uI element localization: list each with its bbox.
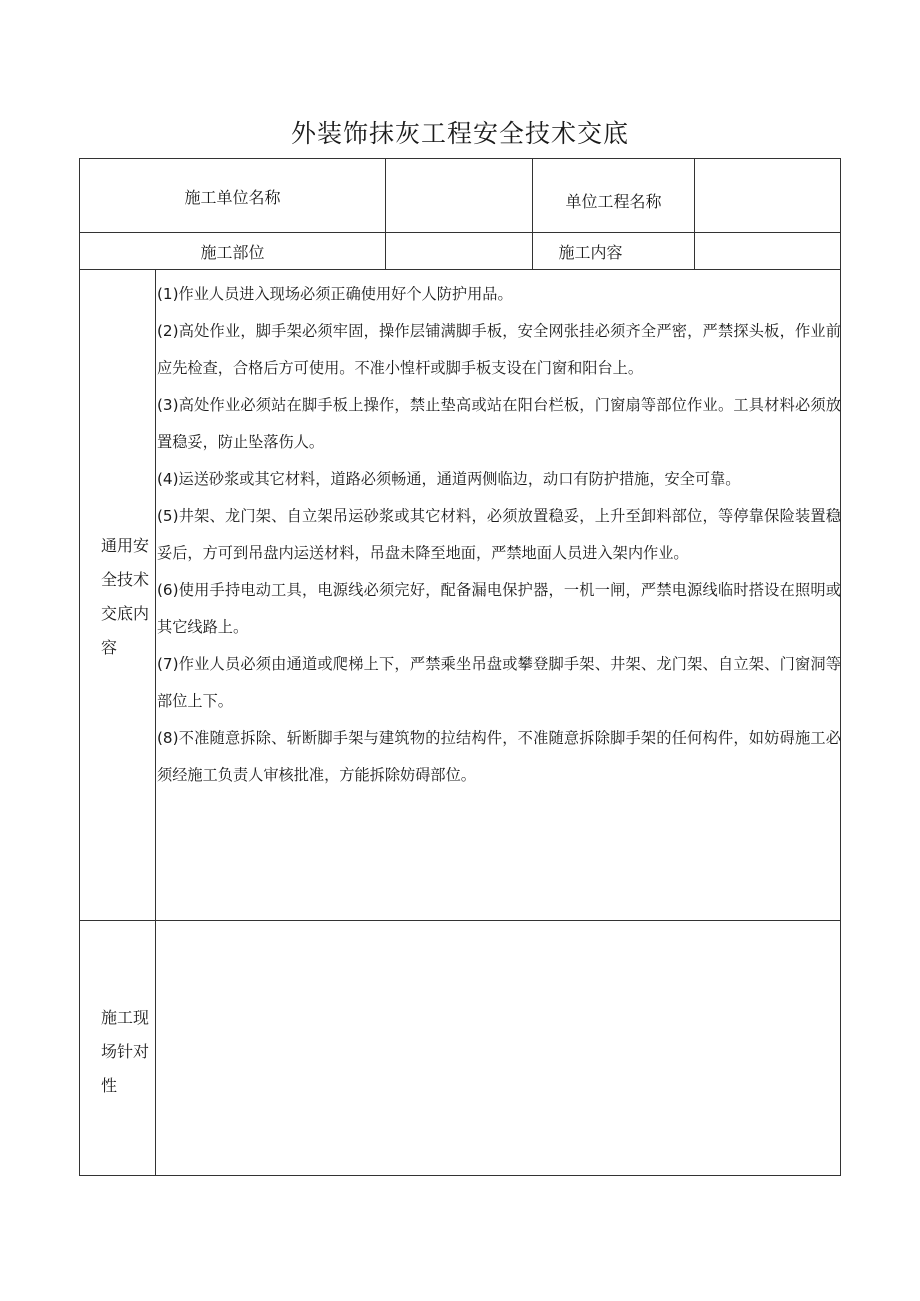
construction-part-value[interactable] [386, 233, 532, 269]
column-divider [155, 269, 156, 1176]
construction-part-label: 施工部位 [200, 242, 265, 262]
row-divider [79, 920, 841, 921]
general-safety-label: 通用安全技术交底内容 [101, 536, 150, 657]
site-specific-content[interactable] [157, 922, 840, 1175]
safety-item: (4)运送砂浆或其它材料，道路必须畅通，通道两侧临边，动口有防护措施，安全可靠。 [157, 470, 741, 488]
project-name-label: 单位工程名称 [565, 191, 662, 211]
safety-item: (8)不准随意拆除、斩断脚手架与建筑物的拉结构件，不准随意拆除脚手架的任何构件，如妨碍施工必须经施工负责人审核批准，方能拆除妨碍部位。 [157, 729, 841, 784]
safety-item: (7)作业人员必须由通道或爬梯上下，严禁乘坐吊盘或攀登脚手架、井架、龙门架、自立架、门窗洞等部位上下。 [157, 655, 841, 710]
safety-item: (2)高处作业，脚手架必须牢固，操作层铺满脚手板，安全网张挂必须齐全严密，严禁探头板，作业前应先检查，合格后方可使用。不准小惶杆或脚手板支设在门窗和阳台上。 [157, 322, 841, 377]
row-divider [79, 269, 841, 270]
site-specific-label: 施工现场针对性 [101, 1008, 150, 1095]
safety-item: (6)使用手持电动工具，电源线必须完好，配备漏电保护器，一机一闸，严禁电源线临时搭设在照明或其它线路上。 [157, 581, 841, 636]
document-title: 外装饰抹灰工程安全技术交底 [290, 119, 629, 148]
safety-item: (3)高处作业必须站在脚手板上操作，禁止垫高或站在阳台栏板，门窗扇等部位作业。工具材料必须放置稳妥，防止坠落伤人。 [157, 396, 841, 451]
construction-content-label: 施工内容 [558, 242, 623, 262]
construction-content-value[interactable] [695, 233, 840, 269]
safety-item: (5)井架、龙门架、自立架吊运砂浆或其它材料，必须放置稳妥，上升至卸料部位，等停靠保险装置稳妥后，方可到吊盘内运送材料，吊盘未降至地面，严禁地面人员进入架内作业。 [157, 507, 841, 562]
construction-unit-label: 施工单位名称 [184, 187, 281, 207]
safety-item: (1)作业人员进入现场必须正确使用好个人防护用品。 [157, 285, 513, 303]
construction-unit-value[interactable] [386, 159, 532, 232]
project-name-value[interactable] [695, 159, 840, 232]
general-safety-content [157, 276, 841, 794]
